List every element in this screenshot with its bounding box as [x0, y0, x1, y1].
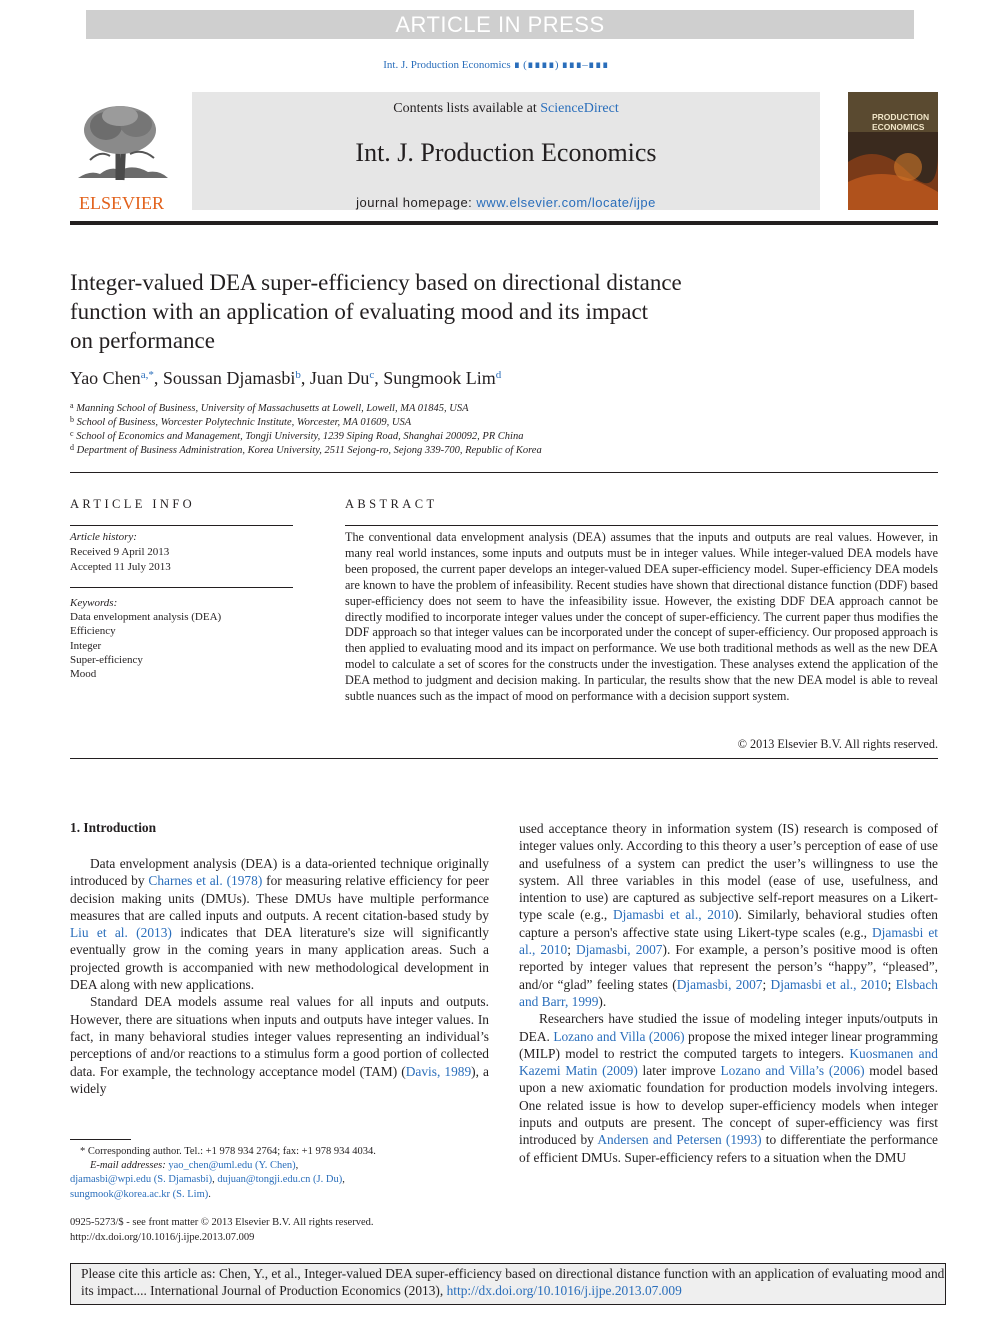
abstract-copyright: © 2013 Elsevier B.V. All rights reserved. [737, 737, 938, 751]
keyword-item: Mood [70, 668, 97, 681]
contents-prefix: Contents lists available at [393, 101, 541, 116]
affiliation-text: Manning School of Business, University of Massachusetts at Lowell, Lowell, MA 01845, USA [76, 403, 469, 414]
citation-link[interactable]: Charnes et al. (1978) [148, 873, 263, 889]
email-line: E-mail addresses: yao_chen@uml.edu (Y. Chen), [90, 1160, 299, 1172]
paragraph: Data envelopment analysis (DEA) is a data-oriented technique originally introduced by Charnes et al. (1978) for measuring relative efficiency for peer decision making units (DMUs). These DMUs have multiple performance measures that are called inputs and outputs. A recent citation-based study by Liu et al. (2013) indicates that DEA literature's size will significantly eventually grow in the coming years in many application areas. Such a projected growth is accompanied with new methodological development in DEA along with new applications. [70, 856, 489, 993]
affiliation-rule [70, 472, 938, 473]
citation-link[interactable]: Lozano and Villa (2006) [553, 1028, 685, 1044]
paragraph: Standard DEA models assume real values for all inputs and outputs. However, there are situations when inputs and outputs have integer values. In fact, in many behavioral studies integer values representing an individual’s perceptions of and/or reactions to a stimulus form a good portion of collected data. For example, the technology acceptance model (TAM) (Davis, 1989), a widely [70, 994, 490, 1096]
article-history [70, 530, 171, 575]
keywords-block [70, 596, 221, 681]
article-info-rule [70, 525, 293, 526]
abstract-heading: ABSTRACT [345, 497, 438, 511]
keyword-item: Integer [70, 639, 102, 652]
keyword-item: Super-efficiency [70, 653, 143, 666]
homepage-link[interactable]: www.elsevier.com/locate/ijpe [476, 195, 656, 210]
affiliation-mark: c [70, 429, 74, 438]
affiliation-mark: b [70, 415, 74, 424]
paragraph: used acceptance theory in information system (IS) research is composed of integer values only. According to this theory a user’s perception of ease of use and usefulness of a system can predict the user’s willingness to use the system. All three variables in this model (ease of use, usefulness, and intention to use) are captured as subjective self-report measures on a Likert-type scale (e.g., Djamasbi et al., 2010). Similarly, behavioral studies often capture a person's affective state using Likert-type scales (e.g., Djamasbi et al., 2010; Djamasbi, 2007). For example, a person’s positive mood is often reported by integer values that represent the person’s “happy”, “pleased”, and/or “glad” feeling states (Djamasbi, 2007; Djamasbi et al., 2010; Elsbach and Barr, 1999). [519, 821, 939, 1009]
sciencedirect-link[interactable]: ScienceDirect [540, 101, 619, 116]
affiliation-text: School of Economics and Management, Tongji University, 1239 Siping Road, Shanghai 200092, PR China [76, 431, 524, 442]
affiliation-a [70, 401, 469, 414]
footnotes [70, 1145, 490, 1202]
author-name: Juan Du [309, 368, 370, 388]
corresponding-author-note: * Corresponding author. Tel.: +1 978 934 2764; fax: +1 978 934 4034. [80, 1146, 376, 1157]
affiliation-mark: a [70, 401, 74, 410]
citation-link[interactable]: Djamasbi et al., 2010 [519, 924, 938, 958]
citation-link[interactable]: Djamasbi, 2007 [575, 942, 663, 958]
article-title [70, 268, 830, 355]
author-sup[interactable]: b [295, 369, 301, 381]
article-in-press-banner: ARTICLE IN PRESS [86, 10, 914, 39]
affiliation-d [70, 443, 542, 456]
author-sup[interactable]: a,* [140, 369, 154, 381]
doi-line[interactable]: http://dx.doi.org/10.1016/j.ijpe.2013.07.009 [70, 1231, 255, 1243]
author-name: Soussan Djamasbi [162, 368, 296, 388]
email-link[interactable]: yao_chen@uml.edu (Y. Chen) [168, 1160, 296, 1172]
citation-link[interactable]: Djamasbi et al., 2010 [770, 976, 888, 992]
affiliation-c [70, 429, 523, 442]
keywords-label: Keywords: [70, 597, 118, 609]
homepage-prefix: journal homepage: [356, 195, 477, 210]
author-list: Yao Chen$^{a,*}$, Soussan Djamasbi$^b$, Juan Du$^c$, Sungmook Lim$^d$ [70, 368, 502, 388]
cover-title-line1: PRODUCTION [872, 112, 930, 122]
journal-homepage [192, 195, 820, 210]
affiliation-text: School of Business, Worcester Polytechnic Institute, Worcester, MA 01609, USA [76, 417, 412, 428]
body-column-right [519, 820, 938, 1166]
cite-text: Please cite this article as: Chen, Y., et al., Integer-valued DEA super-efficiency based on directional distance function with an application of evaluating mood and its impact.... International Journal of Production Economics (2013), [81, 1266, 945, 1298]
citation-link[interactable]: Lozano and Villa’s (2006) [720, 1063, 865, 1079]
contents-available [192, 101, 820, 117]
title-line-3: on performance [70, 328, 215, 353]
author-name: Yao Chen [70, 368, 141, 388]
header-rule [70, 221, 938, 225]
cover-title-line2: ECONOMICS [872, 122, 925, 132]
section-heading-introduction: 1. Introduction [70, 820, 157, 835]
email-link[interactable]: djamasbi@wpi.edu (S. Djamasbi) [70, 1174, 213, 1186]
author-sup[interactable]: d [495, 369, 502, 381]
corresponding-text: Corresponding author. Tel.: +1 978 934 2764; fax: +1 978 934 4034. [87, 1146, 376, 1157]
title-line-1: Integer-valued DEA super-efficiency based on directional distance [70, 270, 682, 295]
email-link[interactable]: dujuan@tongji.edu.cn (J. Du) [217, 1174, 343, 1186]
author-name: Sungmook Lim [383, 368, 496, 388]
history-label: Article history: [70, 531, 137, 543]
citation-link[interactable]: Liu et al. (2013) [70, 925, 172, 941]
citation-link[interactable]: Djamasbi et al., 2010 [612, 907, 735, 923]
journal-cover-image[interactable] [848, 92, 938, 210]
keyword-item: Data envelopment analysis (DEA) [70, 611, 222, 624]
journal-citation-line[interactable]: Int. J. Production Economics ∎ (∎∎∎∎) ∎∎∎–∎∎∎ [383, 59, 609, 71]
author-sup[interactable]: c [369, 369, 375, 381]
affiliation-b [70, 415, 411, 428]
abstract-rule [345, 525, 938, 526]
email-line: sungmook@korea.ac.kr (S. Lim). [70, 1188, 211, 1200]
email-label: E-mail addresses: [90, 1160, 169, 1172]
cite-doi-link[interactable]: http://dx.doi.org/10.1016/j.ijpe.2013.07.009 [446, 1282, 682, 1298]
accepted-date: Accepted 11 July 2013 [70, 561, 171, 573]
citation-link[interactable]: Kuosmanen and Kazemi Matin (2009) [519, 1045, 938, 1079]
keywords-rule [70, 587, 293, 588]
affiliation-mark: d [70, 443, 74, 452]
article-info-heading: ARTICLE INFO [70, 497, 196, 511]
elsevier-wordmark: ELSEVIER [79, 193, 164, 212]
abstract-text: The conventional data envelopment analysis (DEA) assumes that the inputs and outputs are real values. However, in many real world instances, some inputs and outputs must be in integer values. While integer-valued DEA models have been proposed, the current paper develops an integer-valued DEA super-efficiency model. Super-efficiency DEA models are known to have the problem of infeasibility. Recent studies have shown that directional distance function (DDF) based super-efficiency does not seem to have the infeasibility issue. However, the existing DDF DEA approach cannot be directly modified to incorporate integer values under the concept of super-efficiency. The current paper thus modifies the DDF approach so that integer values can be incorporated under the concept of super-efficiency. Our proposed approach is then applied to evaluating mood and its impact on performance. We use both traditional methods as well as the new DEA model to calculate a set of scores for the constructs under the investigation. These analyses extend the application of the DEA method to judgment and decision making. In particular, the results show that the new DEA model is able to reveal subtle nuances such as the impact of mood on performance with a decision support system. [345, 530, 938, 704]
keyword-item: Efficiency [70, 625, 116, 638]
paragraph: Researchers have studied the issue of modeling integer inputs/outputs in DEA. Lozano and Villa (2006) propose the mixed integer linear programming (MILP) model to restrict the computed targets to integers. Kuosmanen and Kazemi Matin (2009) later improve Lozano and Villa’s (2006) model based upon a new axiomatic foundation for production models involving integers. One related issue is how to develop super-efficiency models when integer inputs and outputs are present. The concept of super-efficiency was first introduced by Andersen and Petersen (1993) to differentiate the performance of efficient DMUs. Super-efficiency refers to a situation when the DMU [519, 1011, 938, 1165]
footnote-rule [70, 1139, 131, 1140]
abstract-bottom-rule [70, 758, 938, 759]
title-line-2: function with an application of evaluating mood and its impact [70, 299, 649, 324]
email-line: djamasbi@wpi.edu (S. Djamasbi), dujuan@tongji.edu.cn (J. Du), [70, 1174, 345, 1186]
issn-line: 0925-5273/$ - see front matter © 2013 Elsevier B.V. All rights reserved. [70, 1217, 374, 1228]
front-matter-info [70, 1216, 373, 1245]
email-link[interactable]: sungmook@korea.ac.kr (S. Lim) [70, 1188, 209, 1200]
body-column-left [70, 855, 489, 1097]
received-date: Received 9 April 2013 [70, 546, 170, 558]
citation-link[interactable]: Djamasbi, 2007 [676, 976, 763, 992]
affiliation-text: Department of Business Administration, Korea University, 2511 Sejong-ro, Sejong 339-700, Republic of Korea [76, 445, 542, 456]
cite-this-article-box [70, 1263, 946, 1305]
citation-link[interactable]: Elsbach and Barr, 1999 [519, 976, 938, 1009]
elsevier-logo[interactable] [70, 100, 173, 212]
citation-link[interactable]: Davis, 1989 [405, 1063, 472, 1079]
citation-link[interactable]: Andersen and Petersen (1993) [597, 1132, 762, 1148]
journal-title: Int. J. Production Economics [355, 138, 657, 167]
